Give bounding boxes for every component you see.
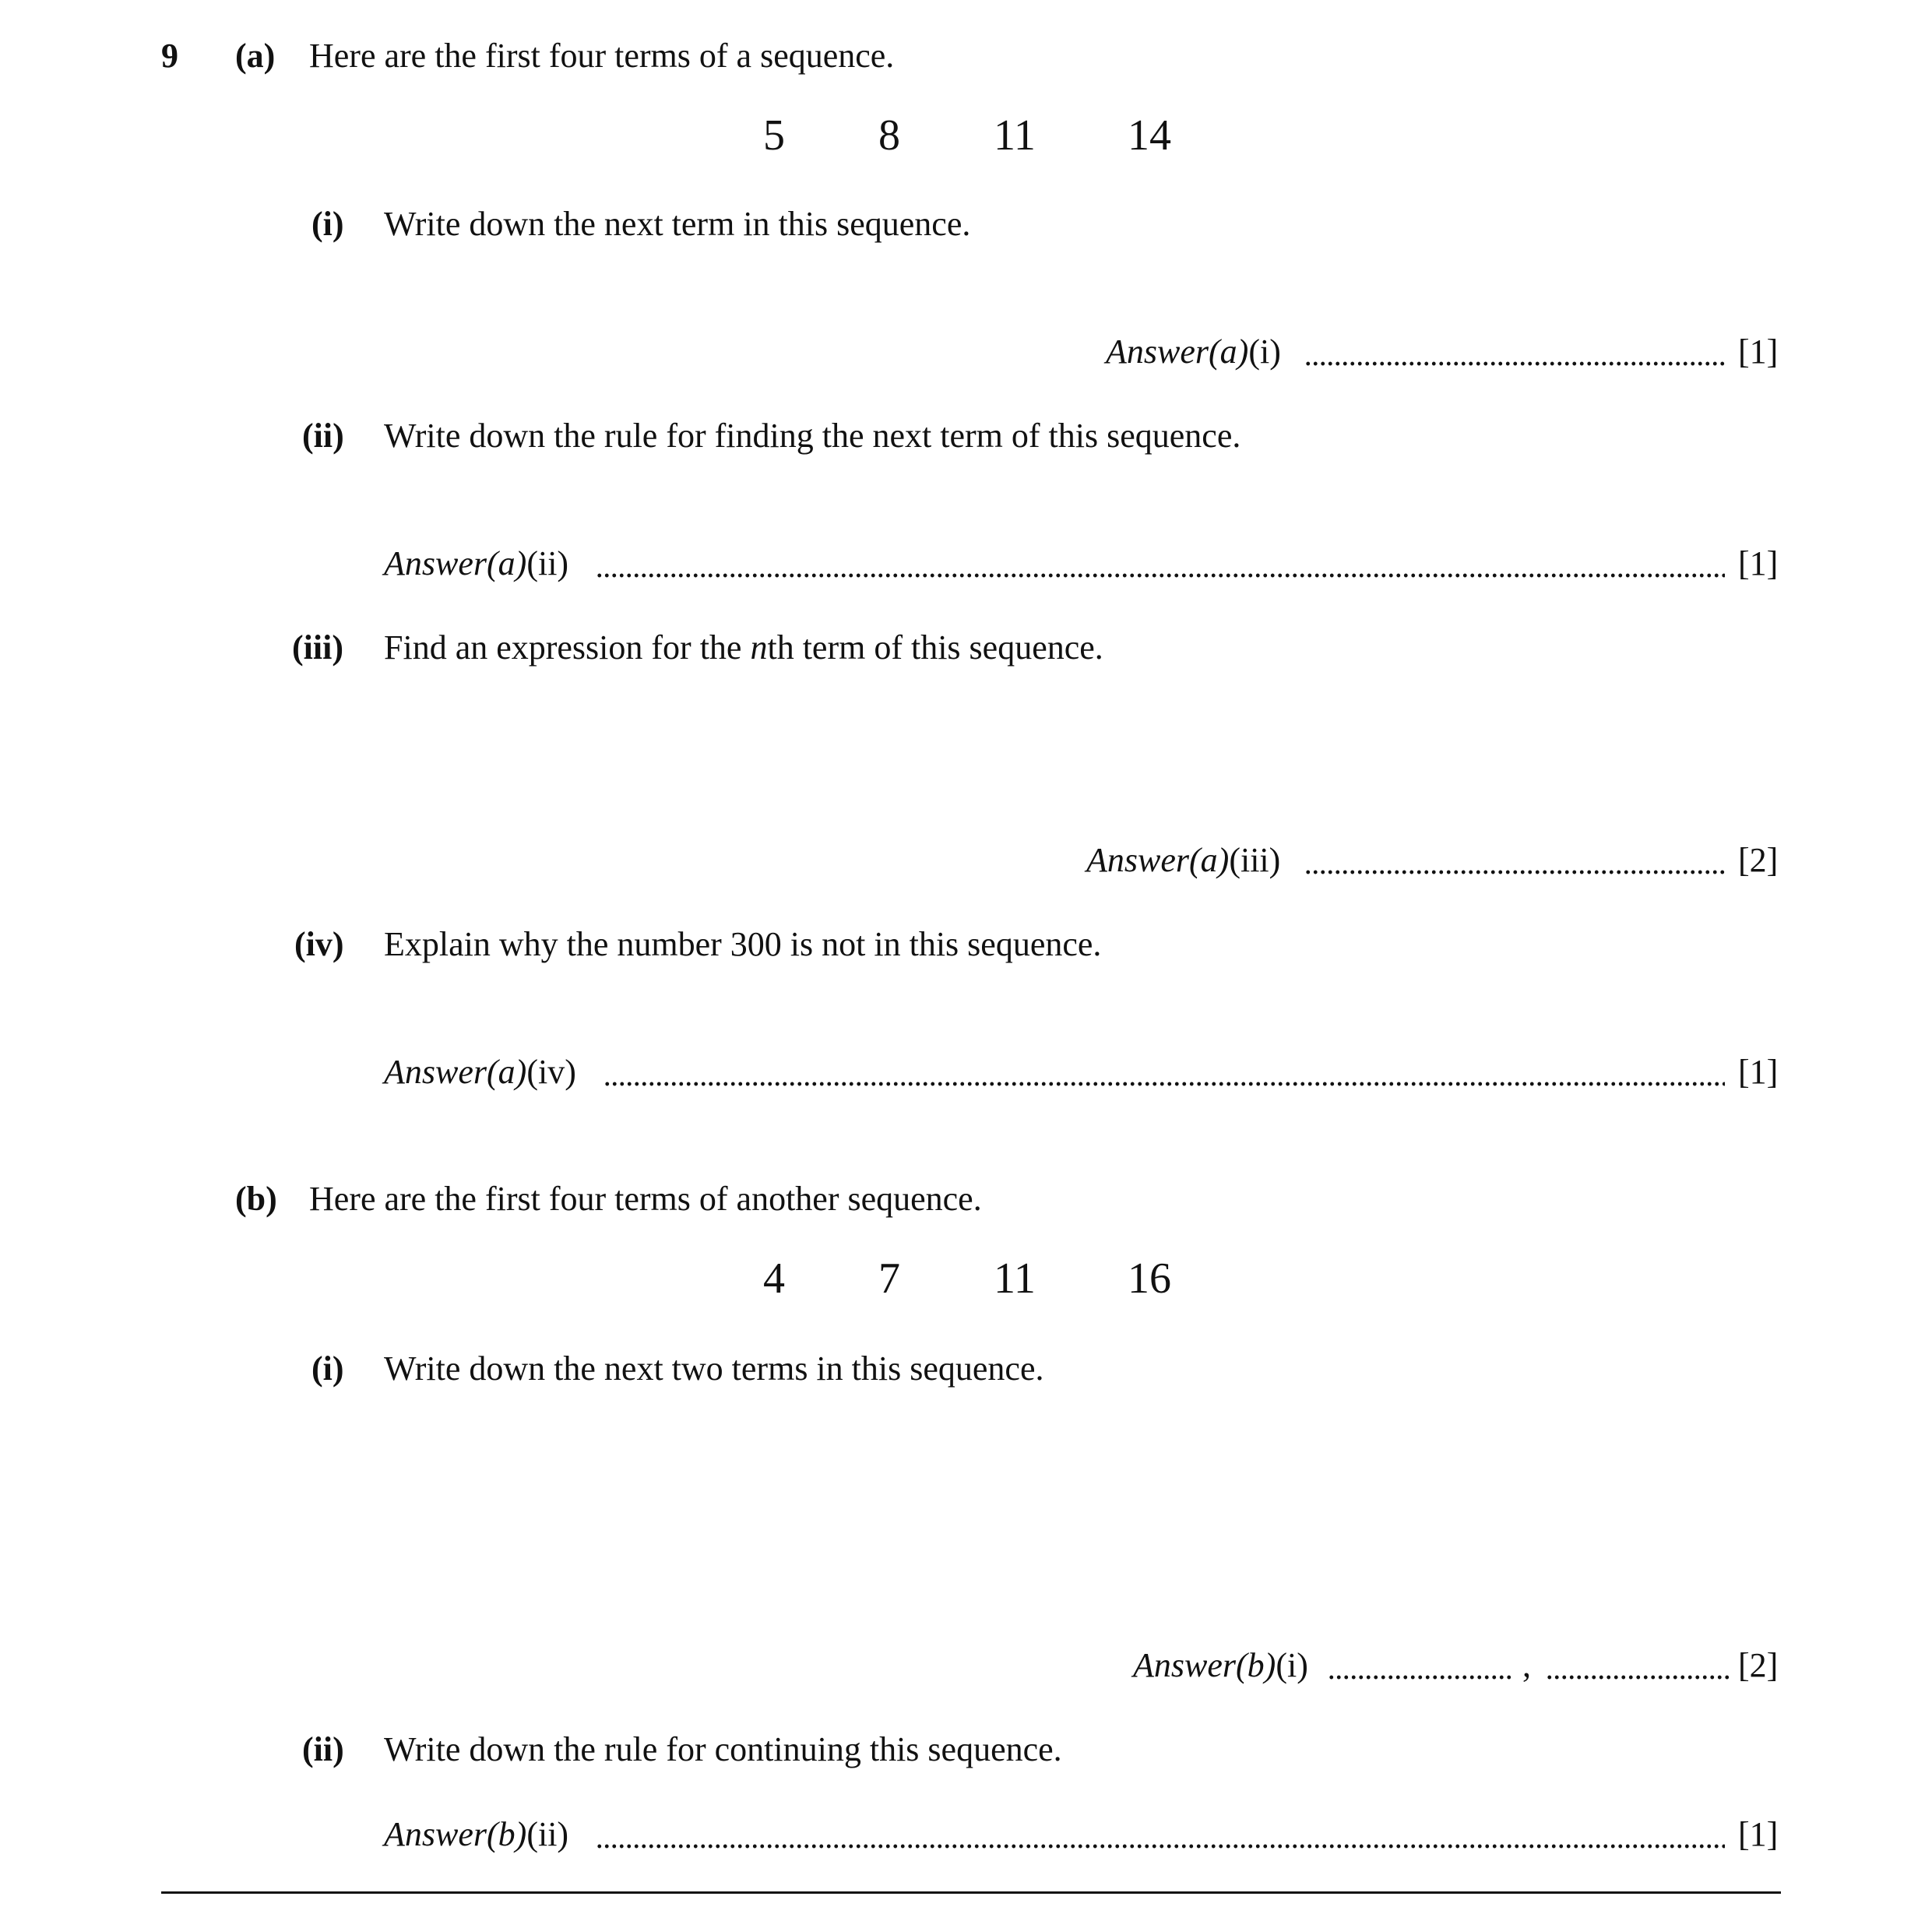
answer-a-i-label [1106, 332, 1281, 371]
sequence-a-term: 11 [994, 111, 1036, 160]
part-b-i-label: (i) [311, 1349, 344, 1388]
answer-a-i-suffix: (i) [1248, 332, 1281, 371]
answer-a-iii-label [1086, 843, 1280, 878]
answer-b-i-label [1133, 1648, 1308, 1683]
answer-a-iv-suffix: (iv) [526, 1053, 576, 1091]
part-a-ii-text: Write down the rule for finding the next term of this sequence. [384, 417, 1241, 455]
part-a-iii-variable: n [750, 628, 768, 667]
footer-rule [161, 1891, 1781, 1894]
sequence-a-term: 5 [763, 111, 785, 160]
answer-a-ii-label [384, 544, 569, 582]
part-b-i-text: Write down the next two terms in this sequence. [384, 1349, 1044, 1388]
answer-b-i-field-first[interactable] [1328, 1648, 1511, 1683]
part-a-iii-label: (iii) [292, 628, 343, 667]
part-b-label: (b) [235, 1180, 277, 1218]
answer-b-i-separator: , [1522, 1646, 1531, 1684]
answer-a-iii-field[interactable] [1304, 843, 1725, 878]
part-a-label: (a) [235, 37, 276, 75]
question-number: 9 [161, 37, 178, 75]
answer-a-ii-suffix: (ii) [526, 544, 569, 582]
sequence-b-term: 4 [763, 1254, 785, 1303]
answer-a-iv-prefix: Answer(a) [384, 1053, 527, 1091]
part-a-iii-text-before: Find an expression for the [384, 628, 751, 667]
part-a-ii-label: (ii) [302, 417, 344, 455]
part-b-intro: Here are the first four terms of another sequence. [309, 1180, 982, 1218]
part-a-iii-text [384, 628, 1103, 667]
answer-b-i-field-second[interactable] [1546, 1648, 1731, 1683]
part-a-i-text: Write down the next term in this sequence. [384, 205, 971, 243]
answer-b-ii-label [384, 1817, 568, 1852]
part-a-i-label: (i) [311, 205, 344, 243]
sequence-b-term: 11 [994, 1254, 1036, 1303]
answer-a-iv-marks: [1] [1738, 1053, 1779, 1091]
answer-a-iii-suffix: (iii) [1229, 841, 1281, 879]
part-a-iii-text-after: th term of this sequence. [767, 628, 1103, 667]
answer-a-ii-field[interactable] [596, 547, 1725, 581]
answer-a-ii-marks: [1] [1738, 544, 1779, 582]
answer-b-ii-suffix: (ii) [526, 1815, 569, 1853]
sequence-a-term: 8 [878, 111, 900, 160]
part-b-ii-text: Write down the rule for continuing this sequence. [384, 1730, 1062, 1768]
answer-b-i-prefix: Answer(b) [1133, 1646, 1276, 1684]
answer-b-ii-marks: [1] [1738, 1815, 1779, 1853]
answer-a-iv-field[interactable] [604, 1055, 1725, 1089]
part-b-ii-label: (ii) [302, 1730, 344, 1768]
answer-a-iv-label [384, 1055, 576, 1089]
answer-a-iii-marks: [2] [1738, 841, 1779, 879]
answer-a-i-prefix: Answer(a) [1106, 332, 1249, 371]
part-a-intro: Here are the first four terms of a sequence. [309, 37, 895, 75]
part-a-iv-label: (iv) [294, 925, 344, 963]
answer-a-iii-prefix: Answer(a) [1086, 841, 1230, 879]
answer-b-ii-field[interactable] [596, 1817, 1725, 1852]
answer-a-i-marks: [1] [1738, 332, 1779, 371]
answer-b-i-suffix: (i) [1276, 1646, 1308, 1684]
sequence-b-term: 7 [878, 1254, 900, 1303]
answer-a-ii-prefix: Answer(a) [384, 544, 527, 582]
answer-a-i-field[interactable] [1304, 335, 1725, 369]
sequence-b-term: 16 [1128, 1254, 1171, 1303]
answer-b-i-marks: [2] [1738, 1646, 1779, 1684]
sequence-a-term: 14 [1128, 111, 1171, 160]
answer-b-ii-prefix: Answer(b) [384, 1815, 527, 1853]
part-a-iv-text: Explain why the number 300 is not in this sequence. [384, 925, 1102, 963]
